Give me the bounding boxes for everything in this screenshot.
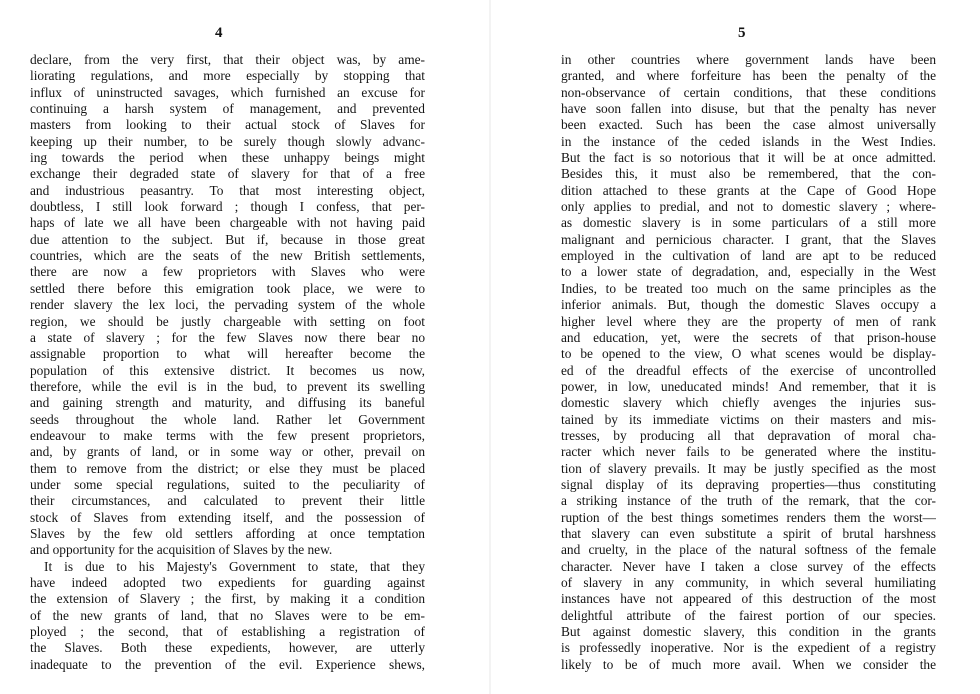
- text-line: their circumstances, and calculated to prevent their little: [30, 493, 425, 509]
- text-line: them to remove from the district; or else they must be placed: [30, 460, 425, 476]
- text-line: likely to be of much more avail. When we consider the: [561, 656, 936, 672]
- text-line: been exacted. Such has been the case almost universally: [561, 117, 936, 133]
- text-line: power, in low, uneducated minds! And remember, that it is: [561, 378, 936, 394]
- text-line: the extension of Slavery ; the first, by making it a condition: [30, 591, 425, 607]
- text-line: and, by grants of land, or in some way or other, prevail on: [30, 444, 425, 460]
- text-line: therefore, while the evil is in the bud, to prevent its swelling: [30, 378, 425, 394]
- text-line: character. Never have I taken a close survey of the effects: [561, 558, 936, 574]
- text-line: granted, and where forfeiture has been the penalty of the: [561, 68, 936, 84]
- text-line: Besides this, it must also be remembered, that the con-: [561, 166, 936, 182]
- text-line: liorating regulations, and more especially by stopping that: [30, 68, 425, 84]
- text-line: ployed ; the second, that of establishing a registration of: [30, 624, 425, 640]
- text-line: tained by its immediate victims on their masters and mis-: [561, 411, 936, 427]
- text-line: render slavery the lex loci, the pervading system of the whole: [30, 297, 425, 313]
- text-line: population of this extensive district. It becomes us now,: [30, 362, 425, 378]
- text-line: tion of slavery prevails. It may be justly specified as the most: [561, 460, 936, 476]
- right-page: [490, 0, 980, 694]
- page-number: 5: [738, 25, 746, 41]
- text-line: countries, which are the seats of the new British settlements,: [30, 248, 425, 264]
- text-line: malignant and pernicious character. I grant, that the Slaves: [561, 231, 936, 247]
- text-line: a state of slavery ; for the few Slaves now there bear no: [30, 329, 425, 345]
- text-line: to a lower state of degradation, and, especially in the West: [561, 264, 936, 280]
- text-line: influx of uninstructed savages, which furnished an excuse for: [30, 84, 425, 100]
- text-line: inadequate to the prevention of the evil. Experience shews,: [30, 656, 425, 672]
- text-line: there are now a few proprietors with Slaves who were: [30, 264, 425, 280]
- text-line: continuing a harsh system of management, and prevented: [30, 101, 425, 117]
- text-line: non-observance of certain conditions, that these conditions: [561, 84, 936, 100]
- text-line: delightful attribute of the fairest portion of our species.: [561, 607, 936, 623]
- text-line: settled there before this emigration took place, we were to: [30, 280, 425, 296]
- text-line: tresses, by producing all that depravation of moral cha-: [561, 427, 936, 443]
- text-line: as domestic slavery is in some particulars of a still more: [561, 215, 936, 231]
- text-line: a striking instance of the truth of the remark, that the cor-: [561, 493, 936, 509]
- text-line: endeavour to make terms with the few present proprietors,: [30, 427, 425, 443]
- text-line: seeds throughout the whole land. Rather let Government: [30, 411, 425, 427]
- text-line: But the fact is so notorious that it will be at once admitted.: [561, 150, 936, 166]
- text-line: assignable proportion to what will hereafter become the: [30, 346, 425, 362]
- text-line: exchange their degraded state of slavery for that of a free: [30, 166, 425, 182]
- text-line: in the instance of the ceded islands in the West Indies.: [561, 133, 936, 149]
- text-line: instances have not appeared of this destruction of the most: [561, 591, 936, 607]
- text-line: It is due to his Majesty's Government to state, that they: [44, 558, 425, 574]
- text-line: Indies, to be treated too much on the same principles as the: [561, 280, 936, 296]
- text-line: and cruelty, in the place of the natural softness of the female: [561, 542, 936, 558]
- text-line: racter which never fails to be generated where the institu-: [561, 444, 936, 460]
- text-line: masters from looking to their actual stock of Slaves for: [30, 117, 425, 133]
- text-line: higher level where they are the property of men of rank: [561, 313, 936, 329]
- text-line: haps of late we all have been chargeable with not having paid: [30, 215, 425, 231]
- text-line: only applies to predial, and not to domestic slavery ; where-: [561, 199, 936, 215]
- text-line: the Slaves. Both these expedients, however, are utterly: [30, 640, 425, 656]
- text-line: ed of the dreadful effects of the exercise of uncontrolled: [561, 362, 936, 378]
- text-line: and industrious peasantry. To that most interesting object,: [30, 182, 425, 198]
- page-text: [30, 52, 425, 673]
- text-line: have soon fallen into disuse, but that the penalty has never: [561, 101, 936, 117]
- text-line: that slavery can even substitute a spirit of brutal harshness: [561, 525, 936, 541]
- text-line: keeping up their number, to be surely though slowly advanc-: [30, 133, 425, 149]
- text-line: under some special regulations, suited to the peculiarity of: [30, 476, 425, 492]
- text-line: stock of Slaves from extending itself, and the possession of: [30, 509, 425, 525]
- text-line: of slavery in any community, in which several humiliating: [561, 575, 936, 590]
- text-line: to be opened to the view, O what scenes would be display-: [561, 346, 936, 362]
- text-line: is professedly inoperative. Nor is the expedient of a registry: [561, 640, 936, 656]
- page-number: 4: [215, 25, 223, 41]
- page-text: [561, 52, 936, 673]
- text-line: doubtless, I still look forward ; though I confess, that per-: [30, 199, 425, 215]
- text-line: and gaining strength and maturity, and diffusing its baneful: [30, 395, 425, 411]
- text-line: But against domestic slavery, this condition in the grants: [561, 624, 936, 640]
- text-line: ing towards the period when these unhappy beings might: [30, 150, 425, 166]
- text-line: of the new grants of land, that no Slaves were to be em-: [30, 607, 425, 623]
- text-line: due attention to the subject. But if, because in those great: [30, 231, 425, 247]
- text-line: dition attached to these grants at the Cape of Good Hope: [561, 182, 936, 198]
- text-line: ruption of the best things sometimes renders them the worst—: [561, 509, 936, 525]
- text-line: have indeed adopted two expedients for guarding against: [30, 575, 425, 590]
- text-line: declare, from the very first, that their object was, by ame-: [30, 52, 425, 67]
- text-line: in other countries where government lands have been: [561, 52, 936, 67]
- text-line: region, we should be justly chargeable with setting on foot: [30, 313, 425, 329]
- text-line: signal display of its depraving properties—thus constituting: [561, 476, 936, 492]
- text-line: and education, yet, were the secrets of that prison-house: [561, 329, 936, 345]
- text-line: Slaves by the few old settlers affording at once temptation: [30, 525, 425, 541]
- text-line: employed in the cultivation of land are apt to be reduced: [561, 248, 936, 264]
- text-line: and opportunity for the acquisition of Slaves by the new.: [30, 542, 333, 558]
- text-line: domestic slavery which chiefly avenges the injuries sus-: [561, 395, 936, 411]
- text-line: inferior animals. But, though the domestic Slaves occupy a: [561, 297, 936, 313]
